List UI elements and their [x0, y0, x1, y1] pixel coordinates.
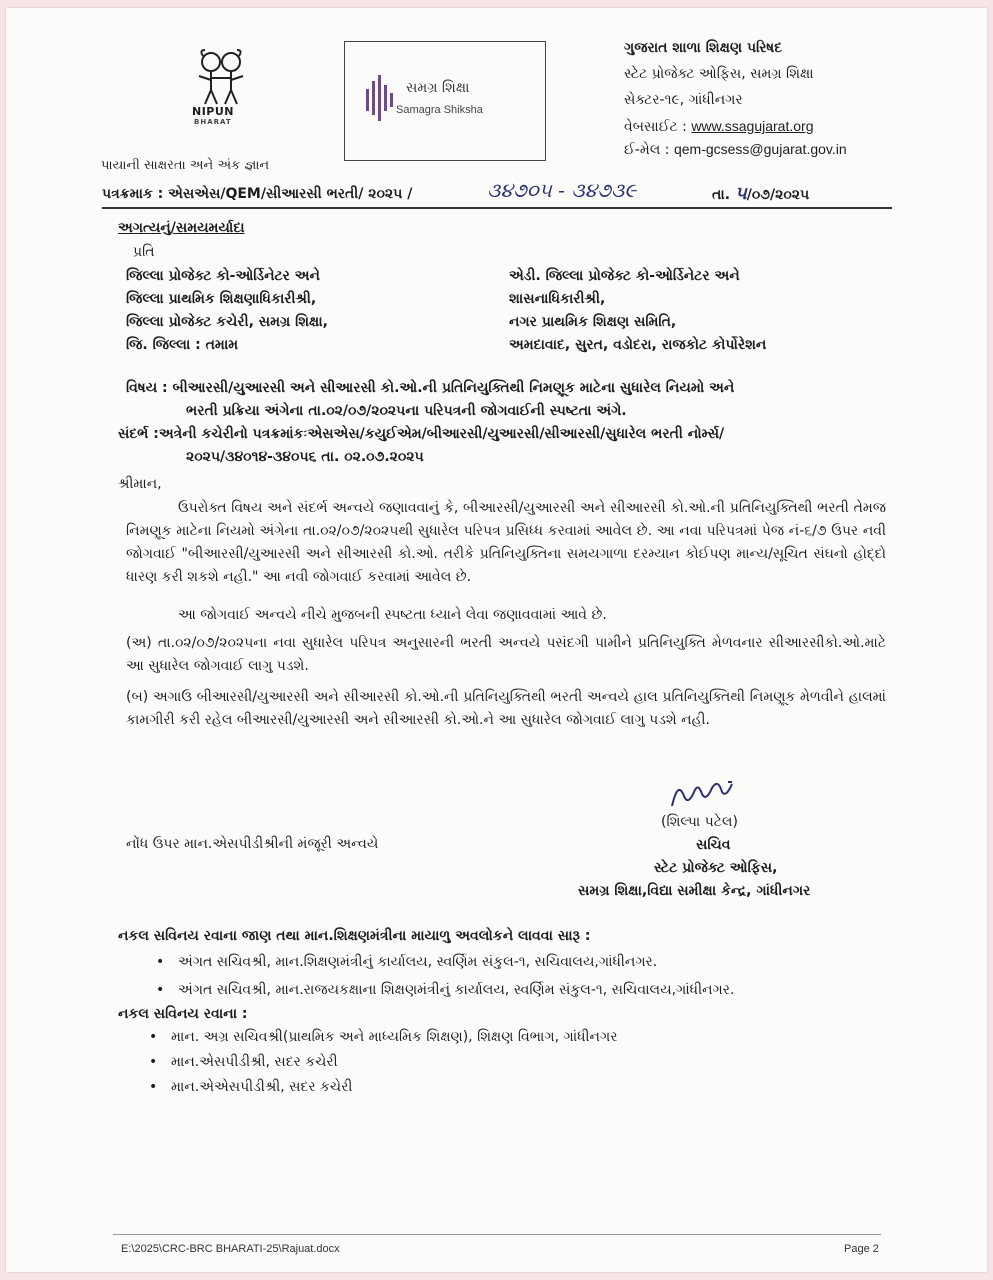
prati-label: પ્રતિ	[133, 244, 155, 260]
office-name: ગુજરાત શાળા શિક્ષણ પરિષદ	[624, 40, 783, 56]
subject-line2: ભરતી પ્રક્રિયા અંગેના તા.૦૨/૦૭/૨૦૨૫ના પરિપત્રની જોગવાઈની સ્પષ્ટતા અંગે.	[186, 403, 627, 419]
tagline: પાયાની સાક્ષરતા અને અંક જ્ઞાન	[101, 158, 270, 173]
point-a: (અ) તા.૦૨/૦૭/૨૦૨૫ના નવા સુધારેલ પરિપત્ર અનુસારની ભરતી અન્વયે પસંદગી પામીને પ્રતિનિયુક્તિ મેળવનાર સીઆરસીકો.ઓ.માટે આ સુધારેલ જોગવાઈ લાગુ પડશે.	[126, 635, 886, 674]
email-label: ઈ-મેલ :	[624, 142, 670, 158]
nipun-name: NIPUN	[192, 105, 234, 118]
priority-label: અગત્યનું/સમયમર્યાદા	[118, 220, 245, 236]
footer-divider	[113, 1234, 881, 1235]
address-left	[126, 265, 328, 357]
body-paragraph-2: આ જોગવાઈ અન્વયે નીચે મુજબની સ્પષ્ટતા ધ્યાને લેવા જણાવવામાં આવે છે.	[178, 607, 607, 623]
handwritten-signature	[658, 776, 768, 816]
reference-number: પત્રક્રમાક : એસએસ/QEM/સીઆરસી ભરતી/ ૨૦૨૫ /	[102, 186, 413, 202]
address-left-line: જિ. જિલ્લા : તમામ	[126, 337, 239, 353]
approval-note: નોંધ ઉપર માન.એસપીડીશ્રીની મંજૂરી અન્વયે	[126, 836, 379, 852]
address-right-line: અમદાવાદ, સુરત, વડોદરા, રાજકોટ કોર્પોરેશન	[509, 337, 767, 353]
samagra-shiksha-emblem-icon	[364, 71, 394, 126]
reference-line2: ૨૦૨૫/૩૪૦૧૪-૩૪૦૫૬ તા. ૦૨.૦૭.૨૦૨૫	[186, 449, 424, 465]
office-line2: સ્ટેટ પ્રોજેક્ટ ઓફિસ, સમગ્ર શિક્ષા	[624, 66, 814, 82]
signatory-name: (શિલ્પા પટેલ)	[661, 814, 738, 830]
address-right-line: નગર પ્રાથમિક શિક્ષણ સમિતિ,	[509, 314, 677, 330]
address-left-line: જિલ્લા પ્રાથમિક શિક્ષણાધિકારીશ્રી,	[126, 291, 317, 307]
reference-line1: સંદર્ભ :અત્રેની કચેરીનો પત્રક્રમાંકઃએસએસ/કયુઈએમ/બીઆરસી/યુઆરસી/સીઆરસી/સુધારેલ ભરતી નોર્મ્સ/	[118, 426, 725, 442]
website-row	[624, 116, 813, 137]
copy-header-2: નકલ સવિનય રવાના :	[118, 1006, 248, 1022]
samagra-english-name: Samagra Shiksha	[396, 104, 483, 116]
nipun-sub: BHARAT	[194, 118, 232, 126]
date-rest: /૦૭/૨૦૨૫	[746, 187, 810, 203]
copy-list-item: • અંગત સચિવશ્રી, માન.શિક્ષણમંત્રીનું કાર્યાલય, સ્વર્ણિમ સંકુલ-૧, સચિવાલય,ગાંધીનગર.	[178, 952, 657, 972]
letter-page	[6, 8, 987, 1272]
email-address: qem-gcsess@gujarat.gov.in	[673, 141, 847, 157]
date-label: તા.	[712, 187, 731, 203]
website-link[interactable]: www.ssagujarat.org	[691, 118, 814, 134]
copy-list-item: • માન.એસપીડીશ્રી, સદર કચેરી	[171, 1052, 338, 1072]
email-row	[624, 139, 847, 160]
subject-line1: વિષય : બીઆરસી/યુઆરસી અને સીઆરસી કો.ઓ.ની પ્રતિનિયુક્તિથી નિમણૂક માટેના સુધારેલ નિયમો અને	[126, 380, 735, 396]
body-paragraph-1: ઉપરોક્ત વિષય અને સંદર્ભ અન્વયે જણાવવાનું કે, બીઆરસી/યુઆરસી અને સીઆરસી કો.ઓ.ની પ્રતિનિયુક્તિથી ભરતી તેમજ નિમણૂક માટેના નિયમો અંગેના તા.૦૨/૦૭/૨૦૨૫થી સુધારેલ પરિપત્ર પ્રસિધ્ધ કરવામાં આવેલ છે. આ નવા પરિપત્રમાં પેજ નં-૬/૭ ઉપર નવી જોગવાઈ "બીઆરસી/યુઆરસી અને સીઆરસી કો.ઓ. તરીકે પ્રતિનિયુક્તિના સમયગાળા દરમ્યાન કોઈપણ માન્ય/સૂચિત સંઘનો હોદ્દો ધારણ કરી શકશે નહી." આ નવી જોગવાઈ કરવામાં આવેલ છે.	[126, 500, 886, 585]
website-label: વેબસાઈટ :	[624, 119, 687, 135]
copy-header-1: નકલ સવિનય રવાના જાણ તથા માન.શિક્ષણમંત્રીના માયાળુ અવલોકને લાવવા સારૂ :	[118, 928, 591, 944]
address-left-line: જિલ્લા પ્રોજેક્ટ કચેરી, સમગ્ર શિક્ષા,	[126, 314, 328, 330]
address-left-line: જિલ્લા પ્રોજેક્ટ કો-ઓર્ડિનેટર અને	[126, 268, 320, 284]
address-right	[509, 265, 766, 357]
samagra-gujarati-name: સમગ્ર શિક્ષા	[406, 80, 470, 96]
copy-list-item: • માન. અગ્ર સચિવશ્રી(પ્રાથમિક અને માધ્યમિક શિક્ષણ), શિક્ષણ વિભાગ, ગાંધીનગર	[171, 1027, 617, 1047]
address-right-line: એડી. જિલ્લા પ્રોજેક્ટ કો-ઓર્ડિનેટર અને	[509, 268, 740, 284]
signatory-designation: સચિવ	[696, 837, 731, 853]
address-right-line: શાસનાધિકારીશ્રી,	[509, 291, 606, 307]
office-line3: સેક્ટર-૧૯, ગાંધીનગર	[624, 92, 743, 108]
copy-list-item: • માન.એએસપીડીશ્રી, સદર કચેરી	[171, 1077, 352, 1097]
salutation: શ્રીમાન,	[118, 476, 162, 492]
reference-row	[102, 178, 892, 209]
copy-list-item: • અંગત સચિવશ્રી, માન.રાજયકક્ષાના શિક્ષણમંત્રીનું કાર્યાલય, સ્વર્ણિમ સંકુલ-૧, સચિવાલય,ગાંધીનગર.	[178, 980, 734, 1000]
signatory-office: સ્ટેટ પ્રોજેક્ટ ઓફિસ,	[654, 860, 778, 876]
nipun-bharat-logo	[191, 48, 251, 106]
footer-page-number: Page 2	[844, 1243, 879, 1255]
handwritten-number: ૩૪૭૦૫ - ૩૪૭૩૯	[487, 178, 637, 202]
reference-date	[712, 184, 809, 205]
handwritten-day: ૫	[734, 183, 747, 204]
signatory-place: સમગ્ર શિક્ષા,વિદ્યા સમીક્ષા કેન્દ્ર, ગાંધીનગર	[578, 883, 811, 899]
point-b: (બ) અગાઉ બીઆરસી/યુઆરસી અને સીઆરસી કો.ઓ.ની પ્રતિનિયુક્તિથી ભરતી અન્વયે હાલ પ્રતિનિયુક્તિથી નિમણૂક મેળવીને હાલમાં કામગીરી કરી રહેલ બીઆરસી/યુઆરસી અને સીઆરસી કો.ઓ.ને આ સુધારેલ જોગવાઈ લાગુ પડશે નહી.	[126, 689, 886, 728]
footer-file-path: E:\2025\CRC-BRC BHARATI-25\Rajuat.docx	[121, 1243, 340, 1255]
